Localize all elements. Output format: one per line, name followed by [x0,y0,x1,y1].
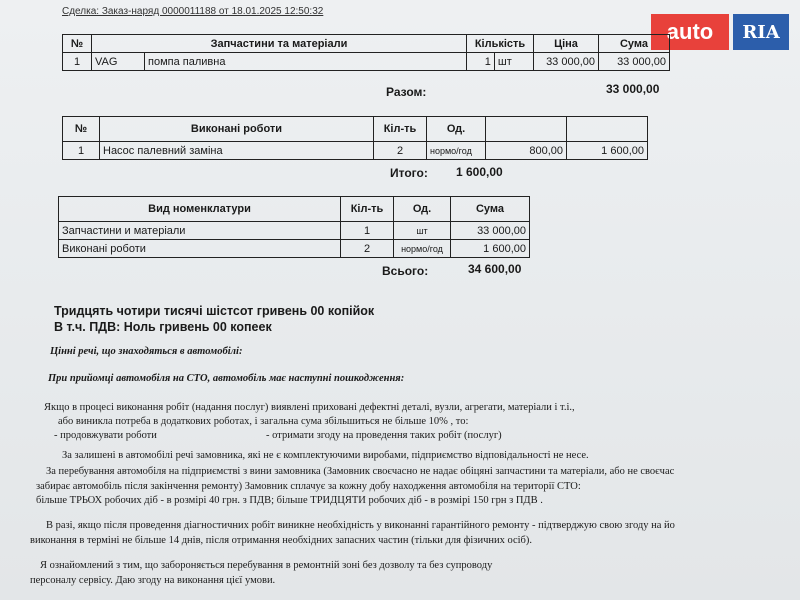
table-header-row [59,197,530,222]
valuables-heading: Цінні речі, що знаходяться в автомобілі: [50,346,243,357]
cell-name: Виконані роботи [59,240,341,258]
paragraph-line: За перебування автомобіля на підприємстві з вини замовника (Замовник своєчасно не надає обіцяні запчастини та матеріали, або не своєчас [46,466,675,477]
option-get-consent: - отримати згоду на проведення таких робіт (послуг) [266,430,502,441]
damage-heading: При прийомці автомобіля на СТО, автомобіль має наступні пошкодження: [48,373,405,384]
cell-unit: шт [394,222,451,240]
deal-header: Сделка: Заказ-наряд 0000011188 от 18.01.2025 12:50:32 [62,6,324,17]
col-header: Сума [451,197,530,222]
table-header-row [63,35,670,53]
amount-in-words: Тридцять чотири тисячі шістсот гривень 00 копійок [54,304,375,318]
cell-num: 1 [63,142,100,160]
col-header: Од. [394,197,451,222]
cell-name: Насос палевний заміна [100,142,374,160]
cell-unit: нормо/год [394,240,451,258]
cell-name: Запчастини и матеріали [59,222,341,240]
table-row [59,222,530,240]
grand-total-label: Всього: [382,264,429,278]
paragraph-line: Якщо в процесі виконання робіт (надання послуг) виявлені приховані дефектні деталі, вузли, агрегати, матеріали і т.і., [44,402,575,413]
cell-unit: нормо/год [427,142,486,160]
cell-qty: 1 [467,53,495,71]
parts-total-value: 33 000,00 [606,82,660,96]
logo-auto-part: auto [651,14,729,50]
table-row [59,240,530,258]
paragraph-line: більше ТРЬОХ робочих діб - в розмірі 40 грн. з ПДВ; більше ТРИДЦЯТИ робочих діб - в розмірі 150 грн з ПДВ . [36,495,543,506]
cell-num: 1 [63,53,92,71]
col-header [567,117,648,142]
option-continue: - продовжувати роботи [54,430,157,441]
paragraph-line: За залишені в автомобілі речі замовника, які не є комплектуючими виробами, підприємство відповідальності не несе. [62,450,589,461]
grand-total-value: 34 600,00 [468,262,522,276]
col-header [486,117,567,142]
cell-qty: 2 [341,240,394,258]
cell-name: помпа паливна [145,53,467,71]
cell-sum: 33 000,00 [599,53,670,71]
col-header: № [63,35,92,53]
autoria-logo[interactable] [651,12,791,52]
col-header: Кіл-ть [374,117,427,142]
col-header: Вид номенклатури [59,197,341,222]
paragraph-line: або виникла потреба в додаткових роботах, і загальна сума збільшиться не більше 10% , то: [58,416,469,427]
table-header-row [63,117,648,142]
col-header: Од. [427,117,486,142]
summary-table [58,196,530,258]
cell-sum: 33 000,00 [451,222,530,240]
cell-price: 800,00 [486,142,567,160]
col-header: Кіл-ть [341,197,394,222]
parts-table [62,34,670,71]
cell-sum: 1 600,00 [567,142,648,160]
col-header: № [63,117,100,142]
paragraph-line: виконання в терміні не більше 14 днів, після отримання необхідних запасних частин (тільки для фізичних осіб). [30,535,533,546]
cell-price: 33 000,00 [534,53,599,71]
col-header: Ціна [534,35,599,53]
cell-brand: VAG [92,53,145,71]
paragraph-line: В разі, якщо після проведення діагностичних робіт виникне необхідність у виконанні гарантійного ремонту - підтверджую свою згоду на йо [46,520,675,531]
paragraph-line: персоналу сервісу. Даю згоду на виконання цієї умови. [30,575,276,586]
cell-qty: 2 [374,142,427,160]
col-header: Сума [599,35,670,53]
paragraph-line: Я ознайомлений з тим, що забороняється перебування в ремонтній зоні без дозволу та без супроводу [40,560,493,571]
parts-total-label: Разом: [386,85,427,99]
table-row [63,142,648,160]
paragraph-line: забирає автомобіль після закінчення ремонту) Замовник сплачує за кожну добу находження автомобіля на території СТО: [36,481,581,492]
works-total-label: Итого: [390,166,428,180]
cell-unit: шт [494,53,533,71]
col-header: Запчастини та матеріали [92,35,467,53]
table-row [63,53,670,71]
works-table [62,116,648,160]
col-header: Виконані роботи [100,117,374,142]
cell-qty: 1 [341,222,394,240]
vat-line: В т.ч. ПДВ: Ноль гривень 00 копеек [54,320,272,334]
col-header: Кількість [467,35,534,53]
cell-sum: 1 600,00 [451,240,530,258]
logo-ria-part: RIA [733,14,789,50]
works-total-value: 1 600,00 [456,165,503,179]
